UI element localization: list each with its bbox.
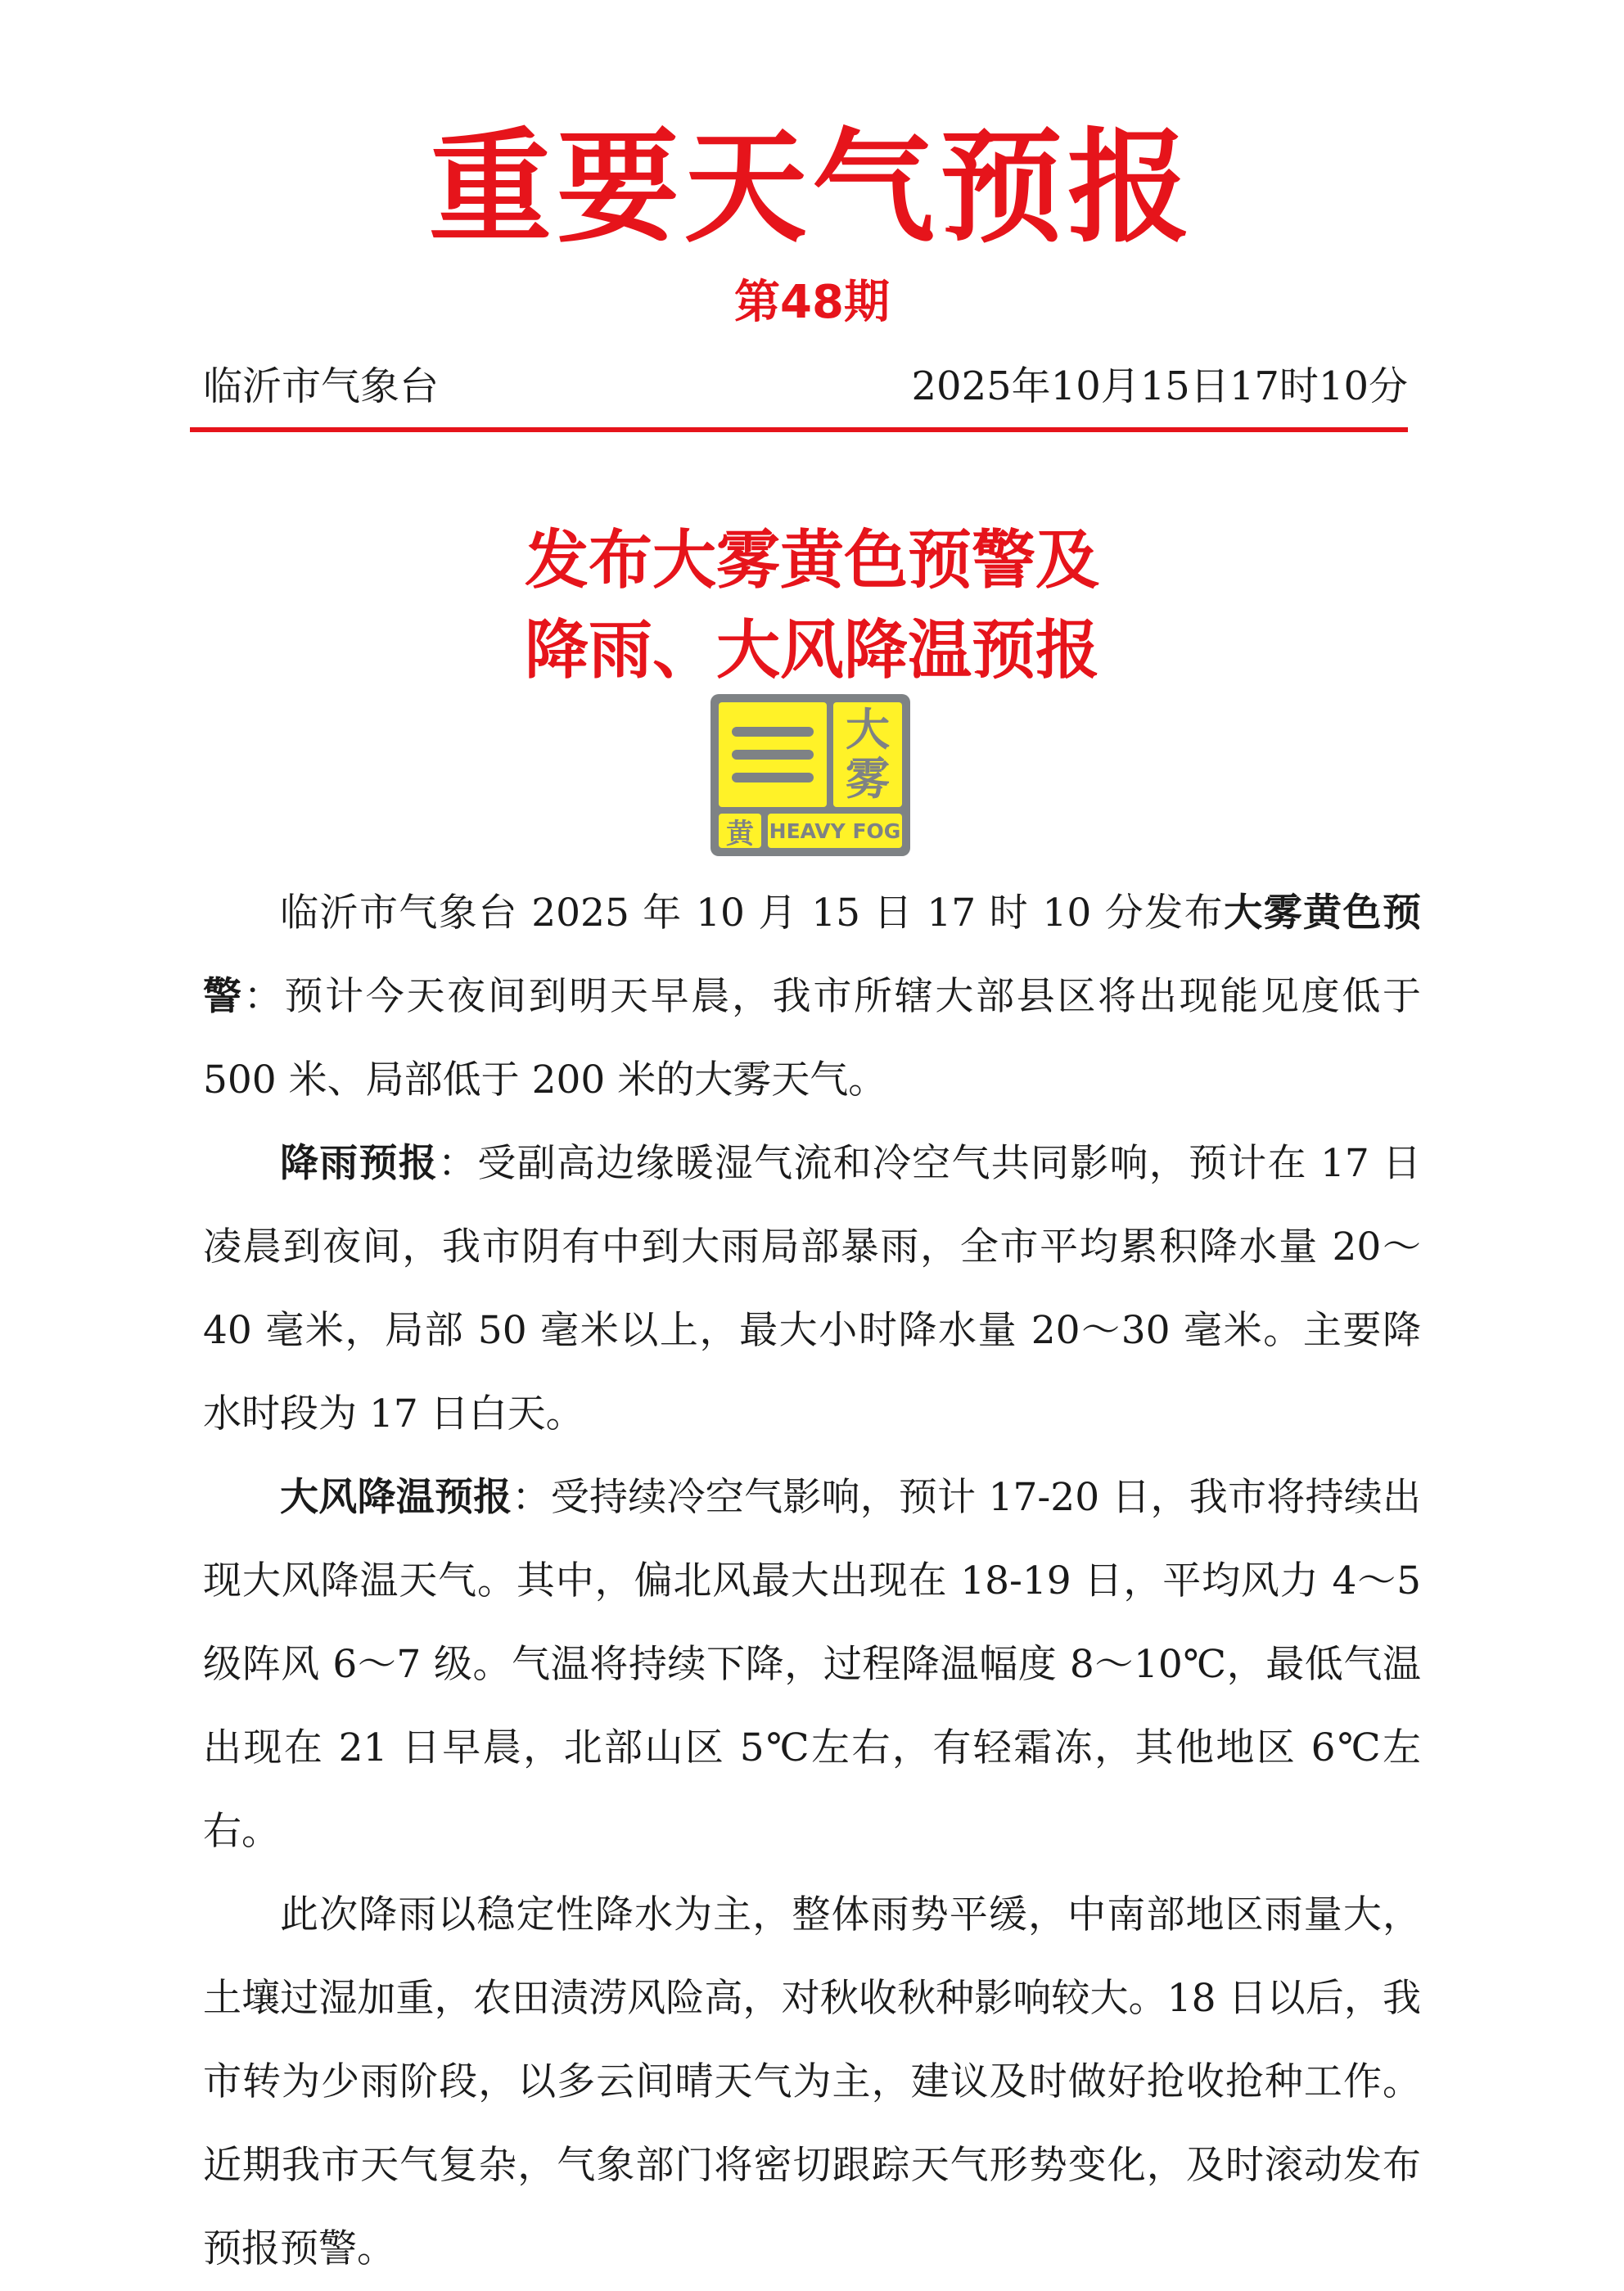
issuer-row xyxy=(203,360,1408,413)
document-body xyxy=(203,872,1421,2291)
warning-english-label: HEAVY FOG xyxy=(768,814,902,848)
headline-line-1: 发布大雾黄色预警及 xyxy=(524,524,1099,598)
warning-type-char-2: 雾 xyxy=(846,753,890,805)
red-divider xyxy=(190,427,1408,432)
warning-type-char-1: 大 xyxy=(846,704,890,755)
paragraph-bold-lead: 大雾黄色预警 xyxy=(203,891,1422,1019)
issue-datetime: 2025年10月15日17时10分 xyxy=(911,363,1408,409)
headline xyxy=(0,516,1624,696)
heavy-fog-yellow-warning-icon xyxy=(710,694,910,856)
paragraph-rain-forecast xyxy=(203,1122,1421,1456)
paragraph-text: 临沂市气象台 2025 年 10 月 15 日 17 时 10 分发布 xyxy=(280,891,1225,936)
document-title: 重要天气预报 xyxy=(428,117,1195,259)
paragraph-text: ：受副高边缘暖湿气流和冷空气共同影响，预计在 17 日凌晨到夜间，我市阴有中到大雨局部暴雨，全市平均累积降水量 20～40 毫米，局部 50 毫米以上，最大小时降水量 20～30 毫米。主要降水时段为 17 日白天。 xyxy=(203,1141,1421,1436)
warning-level-label: 黄 xyxy=(719,814,761,848)
warning-bars-panel xyxy=(719,702,827,807)
issue-number: 第48期 xyxy=(734,276,890,329)
issuer-name: 临沂市气象台 xyxy=(203,363,440,409)
headline-line-2: 降雨、大风降温预报 xyxy=(524,614,1099,688)
warning-bar xyxy=(732,750,814,760)
warning-type-label xyxy=(833,702,902,807)
paragraph-summary xyxy=(203,1874,1421,2291)
paragraph-bold-lead: 大风降温预报 xyxy=(280,1475,512,1520)
paragraph-fog-warning xyxy=(203,872,1421,1122)
paragraph-wind-cooling-forecast xyxy=(203,1456,1421,1874)
warning-bar xyxy=(732,773,814,782)
paragraph-text: ：预计今天夜间到明天早晨，我市所辖大部县区将出现能见度低于 500 米、局部低于 200 米的大雾天气。 xyxy=(203,974,1422,1103)
paragraph-text: 此次降雨以稳定性降水为主，整体雨势平缓，中南部地区雨量大，土壤过湿加重，农田渍涝风险高，对秋收秋种影响较大。18 日以后，我市转为少雨阶段，以多云间晴天气为主，建议及时做好抢收抢种工作。近期我市天气复杂，气象部门将密切跟踪天气形势变化，及时滚动发布预报预警。 xyxy=(203,1892,1421,2271)
warning-bar xyxy=(732,727,814,737)
paragraph-text: ：受持续冷空气影响，预计 17-20 日，我市将持续出现大风降温天气。其中，偏北风最大出现在 18-19 日，平均风力 4～5 级阵风 6～7 级。气温将持续下降，过程降温幅度 8～10℃，最低气温出现在 21 日早晨，北部山区 5℃左右，有轻霜冻，其他地区 6℃左右。 xyxy=(203,1475,1422,1854)
paragraph-bold-lead: 降雨预报 xyxy=(280,1141,439,1186)
